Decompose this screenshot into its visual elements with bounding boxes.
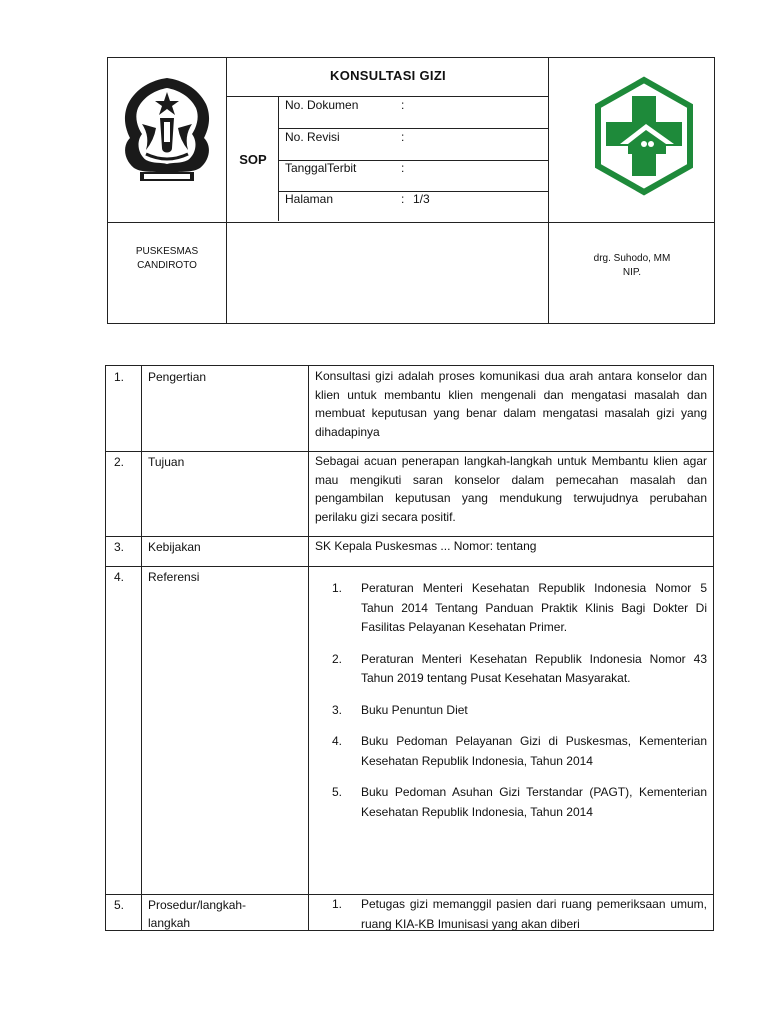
section-label-pengertian: Pengertian [148, 370, 207, 384]
section-number: 5. [114, 898, 125, 912]
section-text-pengertian: Konsultasi gizi adalah proses komunikasi dua arah antara konselor dan klien untuk membantu klien mengenali dan mengatasi masalah dan membuat keputusan yang benar dalam mengatasi masalah gizi yang dihadapinya [315, 369, 707, 439]
section-number: 1. [114, 370, 125, 384]
section-text-tujuan: Sebagai acuan penerapan langkah-langkah untuk Membantu klien agar mau mengikuti saran konselor dalam pemecahan masalah dan pengambilan keputusan yang mendukung terwujudnya perubahan perilaku gizi secara positif. [315, 454, 707, 524]
document-title: KONSULTASI GIZI [330, 68, 446, 83]
section-label-prosedur: Prosedur/langkah-langkah [148, 898, 247, 930]
meta-label-no-dokumen: No. Dokumen [285, 98, 359, 112]
meta-label-no-revisi: No. Revisi [285, 130, 340, 144]
grid-line [278, 128, 548, 129]
reference-list [332, 579, 707, 834]
section-number: 4. [114, 570, 125, 584]
signatory-nip: NIP. [622, 267, 642, 278]
section-label-referensi: Referensi [148, 570, 200, 584]
meta-colon: : [401, 130, 405, 144]
list-item: 5. Buku Pedoman Asuhan Gizi Terstandar (PAGT), Kementerian Kesehatan Republik Indonesia, Tahun 2014 [332, 785, 707, 819]
grid-line [226, 58, 227, 323]
section-number: 3. [114, 540, 125, 554]
signatory [549, 252, 715, 280]
section-number: 2. [114, 455, 125, 469]
grid-line [278, 96, 279, 221]
sop-label: SOP [239, 152, 267, 167]
meta-colon: : [401, 161, 405, 175]
list-item: 1. Petugas gizi memanggil pasien dari ruang pemeriksaan umum, ruang KIA-KB Imunisasi yang akan diberi [332, 897, 707, 931]
meta-colon: : [401, 98, 405, 112]
meta-label-tanggal-terbit: TanggalTerbit [285, 161, 357, 175]
document-header [107, 57, 715, 324]
institution-name: PUSKESMAS CANDIROTO [135, 246, 199, 271]
procedure-list [332, 895, 707, 931]
list-item: 2. Peraturan Menteri Kesehatan Republik Indonesia Nomor 43 Tahun 2019 tentang Pusat Kesehatan Masyarakat. [332, 651, 707, 685]
grid-line [226, 96, 548, 97]
section-label-kebijakan: Kebijakan [148, 540, 201, 554]
grid-line [108, 222, 714, 223]
list-item: 1. Peraturan Menteri Kesehatan Republik Indonesia Nomor 5 Tahun 2014 Tentang Panduan Praktik Klinis Bagi Dokter Di Fasilitas Pelayanan Kesehatan Primer. [332, 581, 707, 634]
list-item: 4. Buku Pedoman Pelayanan Gizi di Puskesmas, Kementerian Kesehatan Republik Indonesia, Tahun 2014 [332, 734, 707, 768]
regional-emblem-icon [120, 74, 214, 186]
meta-colon: : [401, 192, 405, 206]
meta-label-halaman: Halaman [285, 192, 334, 206]
section-text-kebijakan: SK Kepala Puskesmas ... Nomor: tentang [315, 539, 537, 553]
list-item: 3. Buku Penuntun Diet [332, 702, 468, 717]
section-label-tujuan: Tujuan [148, 455, 185, 469]
meta-value-halaman: 1/3 [413, 192, 430, 206]
signatory-name: drg. Suhodo, MM [593, 253, 671, 264]
sop-content-table [105, 365, 714, 931]
grid-line [548, 58, 549, 323]
puskesmas-logo-icon [580, 72, 708, 200]
grid-line [106, 566, 713, 567]
